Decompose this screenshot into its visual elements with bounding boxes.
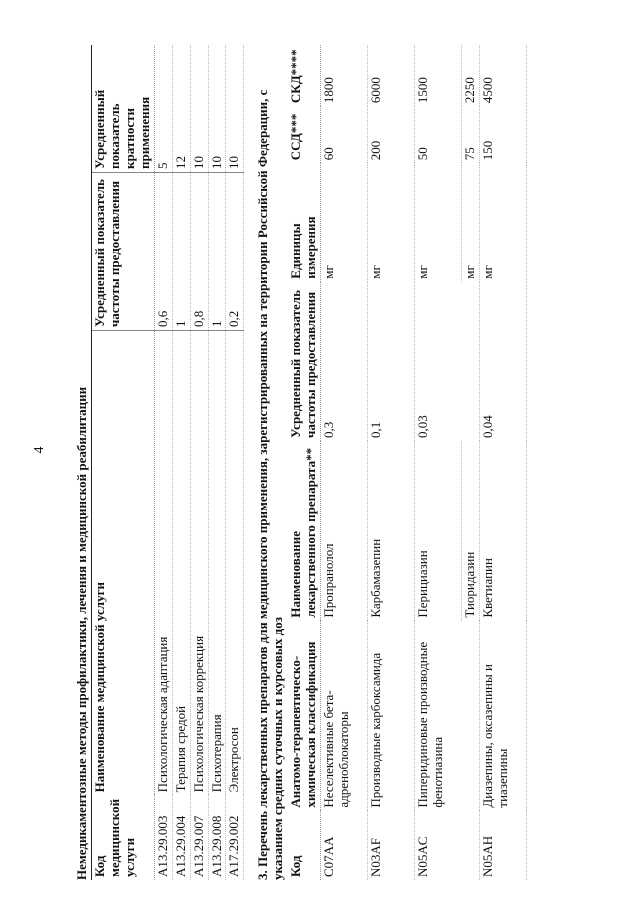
service-name: Психологическая адаптация [154, 331, 172, 796]
header-frequency: Усредненный показатель частоты предоставления [288, 282, 320, 441]
service-multiplicity: 12 [172, 45, 190, 172]
header-frequency: Усредненный показатель частоты предоставления [91, 172, 154, 330]
service-name: Терапия средой [172, 331, 190, 796]
drug-name: Перициазин [415, 441, 462, 621]
section3-title: 3. Перечень лекарственных препаратов для медицинского применения, зарегистрированных на территории Российской Федерации, с указанием средних суточных и курсовых доз [255, 89, 286, 880]
drug-frequency: 0,04 [480, 282, 527, 441]
atc-code: N05AC [415, 811, 480, 880]
atc-group: Пиперидиновые производные фенотиазина [415, 621, 480, 811]
table-row [415, 45, 462, 880]
atc-group: Производные карбоксамида [368, 621, 415, 811]
header-unit: Единицы измерения [288, 163, 320, 281]
service-code: A13.29.007 [190, 795, 208, 880]
rotated-document [75, 45, 615, 880]
drug-ssd: 75 [462, 106, 480, 163]
service-name: Психологическая коррекция [190, 331, 208, 796]
header-code: Код медицинской услуги [91, 795, 154, 880]
nonmedication-table [91, 45, 244, 880]
header-ssd: ССД*** [288, 106, 320, 163]
drug-skd: 1500 [415, 45, 462, 106]
atc-code: C07AA [321, 811, 368, 880]
service-frequency: 1 [208, 172, 226, 330]
drug-unit: мг [415, 163, 462, 281]
service-name: Психотерапия [208, 331, 226, 796]
service-frequency: 0,2 [226, 172, 244, 330]
table-row [321, 45, 368, 880]
page-number: 4 [32, 446, 47, 454]
service-frequency: 0,8 [190, 172, 208, 330]
drug-name: Кветиапин [480, 441, 527, 621]
drug-ssd: 200 [368, 106, 415, 163]
drug-ssd: 60 [321, 106, 368, 163]
drug-ssd: 150 [480, 106, 527, 163]
atc-group: Неселективные бета-адреноблокаторы [321, 621, 368, 811]
drug-ssd: 50 [415, 106, 462, 163]
drug-unit: мг [480, 163, 527, 281]
drug-skd: 4500 [480, 45, 527, 106]
drug-skd: 6000 [368, 45, 415, 106]
table-row [480, 45, 527, 880]
table-row [154, 45, 172, 880]
service-code: A17.29.002 [226, 795, 244, 880]
drug-table [288, 45, 527, 880]
drug-frequency: 0,3 [321, 282, 368, 441]
table-row [226, 45, 244, 880]
service-multiplicity: 10 [190, 45, 208, 172]
table-row [190, 45, 208, 880]
service-multiplicity: 5 [154, 45, 172, 172]
drug-name: Карбамазепин [368, 441, 415, 621]
service-code: A13.29.004 [172, 795, 190, 880]
service-frequency: 0,6 [154, 172, 172, 330]
table-header-row [91, 45, 154, 880]
header-skd: СКД**** [288, 45, 320, 106]
drug-frequency: 0,03 [415, 282, 480, 441]
header-drug-name: Наименование лекарственного препарата** [288, 441, 320, 621]
drug-unit: мг [462, 163, 480, 281]
drug-skd: 1800 [321, 45, 368, 106]
service-frequency: 1 [172, 172, 190, 330]
atc-group: Диазепины, оксазепины и тиазепины [480, 621, 527, 811]
header-multiplicity: Усредненный показатель кратности применения [91, 45, 154, 172]
drug-unit: мг [368, 163, 415, 281]
service-multiplicity: 10 [226, 45, 244, 172]
drug-unit: мг [321, 163, 368, 281]
table-row [208, 45, 226, 880]
drug-frequency: 0,1 [368, 282, 415, 441]
table-row [172, 45, 190, 880]
drug-name: Тиоридазин [462, 441, 480, 621]
header-service-name: Наименование медицинской услуги [91, 331, 154, 796]
service-multiplicity: 10 [208, 45, 226, 172]
drug-skd: 2250 [462, 45, 480, 106]
table-header-row [288, 45, 320, 880]
header-atc: Анатомо-терапевтическо-химическая классификация [288, 621, 320, 811]
service-name: Электросон [226, 331, 244, 796]
atc-code: N03AF [368, 811, 415, 880]
table-row [368, 45, 415, 880]
atc-code: N05AH [480, 811, 527, 880]
service-code: A13.29.003 [154, 795, 172, 880]
drug-name: Пропранолол [321, 441, 368, 621]
service-code: A13.29.008 [208, 795, 226, 880]
header-code: Код [288, 811, 320, 880]
section1-title: Немедикаментозные методы профилактики, лечения и медицинской реабилитации [74, 386, 89, 880]
